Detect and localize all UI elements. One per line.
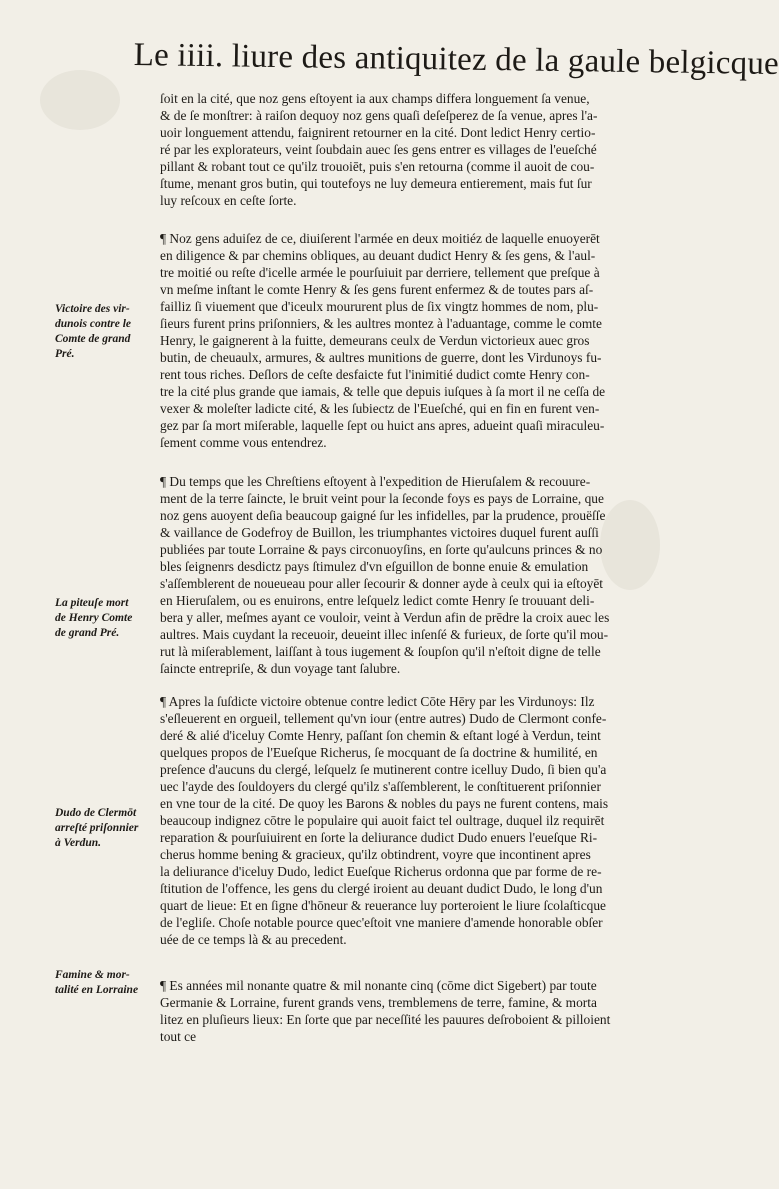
text-line: Henry, le gaignerent à la fuitte, demeurans ceulx de Verdun victorieux auec gros [160, 333, 590, 348]
text-line: tre moitié ou reſte d'icelle armée le pourſuiuit par derriere, tellement que preſque à [160, 265, 600, 280]
text-line: ¶ Apres la ſuſdicte victoire obtenue contre ledict Cōte Hēry par les Virdunoys: Ilz [160, 694, 595, 709]
margin-note [55, 806, 155, 851]
paper-stain [40, 70, 120, 130]
text-line: rut là miſerablement, laiſſant à tous iugement & ſoupſon qu'il n'eſtoit digne de telle [160, 644, 601, 659]
margin-note [55, 968, 155, 998]
text-line: ſtitution de l'offence, les gens du clergé iroient au deuant dudict Dudo, le long d'un [160, 881, 603, 896]
text-line: luy reſcoux en ceſte ſorte. [160, 193, 297, 208]
text-line: reparation & pourſuiuirent en ſorte la deliurance dudict Dudo enuers l'eueſque Ri- [160, 830, 598, 845]
text-line: ſaincte entrepriſe, & dun voyage tant ſalubre. [160, 661, 401, 676]
text-line: tout ce [160, 1029, 197, 1044]
text-line: quart de lieue: Et en ſigne d'hōneur & reuerance luy porteroient le liure ſcolaſticque [160, 898, 606, 913]
text-line: litez en pluſieurs lieux: En ſorte que par neceſſité les pauures deſroboient & pilloient [160, 1012, 611, 1027]
margin-note-line: arreſté priſonnier [55, 822, 139, 834]
text-line: bera y aller, meſmes ayant ce vouloir, veint à Verdun afin de prēdre la croix auec les [160, 610, 610, 625]
margin-note-line: Famine & mor- [55, 969, 130, 981]
margin-note-line: dunois contre le [55, 318, 132, 330]
text-line: s'eſleuerent en orgueil, tellement qu'vn iour (entre autres) Dudo de Clermont confe- [160, 711, 607, 726]
paragraph [160, 230, 680, 451]
text-line: deré & alié d'iceluy Comte Henry, paſſant ſon chemin & eſtant logé à Verdun, teint [160, 728, 601, 743]
paragraph [160, 90, 680, 209]
paragraph [160, 977, 680, 1045]
text-line: ¶ Es années mil nonante quatre & mil nonante cinq (cōme dict Sigebert) par toute [160, 978, 597, 993]
text-line: gez par ſa mort miſerable, laquelle ſept ou huict ans apres, adueint quaſi miraculeu- [160, 418, 605, 433]
margin-note-line: à Verdun. [55, 837, 102, 849]
text-line: pillant & robant tout ce qu'ilz trouoiēt, puis s'en retourna (comme il auoit de cou- [160, 159, 595, 174]
text-line: uée de ce temps là & au precedent. [160, 932, 347, 947]
text-line: ré par les explorateurs, veint ſoubdain auec ſes gens entrer es villages de l'eueſché [160, 142, 597, 157]
text-line: de l'egliſe. Choſe notable pource quec'eſtoit vne maniere d'amende honorable obſer [160, 915, 603, 930]
margin-note-line: Comte de grand [55, 333, 131, 345]
text-line: aultres. Mais cuydant la receuoir, deueint illec inſenſé & furieux, de ſorte qu'il mou- [160, 627, 609, 642]
text-line: failliz ſi viuement que d'iceulx moururent plus de ſix vingtz hommes de nom, plu- [160, 299, 599, 314]
text-line: & de ſe monſtrer: à raiſon dequoy noz gens quaſi deſeſperez de ſa venue, apres l'a- [160, 108, 598, 123]
text-line: preſence d'aucuns du clergé, leſquelz ſe mutinerent contre icelluy Dudo, ſi bien qu'a [160, 762, 607, 777]
text-line: ¶ Du temps que les Chreſtiens eſtoyent à l'expedition de Hieruſalem & recouure- [160, 474, 591, 489]
margin-note [55, 596, 155, 641]
margin-note-line: talité en Lorraine [55, 984, 139, 996]
text-line: bles ſeignenrs desdictz pays ſtimulez d'vn eſguillon de bonne enuie & emulation [160, 559, 589, 574]
text-line: publiées par toute Lorraine & pays circonuoyſins, en ſorte qu'aulcuns princes & no [160, 542, 603, 557]
margin-note-line: de Henry Comte [55, 612, 133, 624]
paragraph [160, 473, 680, 677]
text-line: noz gens auoyent deſia beaucoup gaigné ſur les infidelles, par la prudence, prouëſſe [160, 508, 606, 523]
text-line: ſoit en la cité, que noz gens eſtoyent ia aux champs differa longuement ſa venue, [160, 91, 590, 106]
text-line: beaucoup indignez cōtre le populaire qui auoit faict tel oultrage, duquel ilz requirēt [160, 813, 605, 828]
text-line: ment de la terre ſaincte, le bruit veint pour la ſeconde foys es pays de Lorraine, que [160, 491, 604, 506]
text-line: butin, de cheuaulx, armures, & aultres munitions de guerre, dont les Virdunoys fu- [160, 350, 602, 365]
text-line: ſtume, menant gros butin, qui toutefoys ne luy demeura entierement, mais fut ſur [160, 176, 592, 191]
margin-note-line: de grand Pré. [55, 627, 120, 639]
text-line: ſement comme vous entendrez. [160, 435, 327, 450]
text-line: s'aſſemblerent de noueueau pour aller ſecourir & donner ayde à ceulx qui ia eſtoyēt [160, 576, 604, 591]
text-line: Germanie & Lorraine, furent grands vens, tremblemens de terre, famine, & morta [160, 995, 597, 1010]
text-line: tre la cité plus grande que iamais, & telle que depuis iuſques à ſa mort il ne ceſſa de [160, 384, 606, 399]
text-line: rent tous riches. Deſlors de ceſte desfaicte fut l'inimitié dudict comte Henry con- [160, 367, 590, 382]
text-line: en Hieruſalem, ou es enuirons, entre leſquelz ledict comte Henry ſe trouuant deli- [160, 593, 595, 608]
text-line: en diligence & par chemins obliques, au deuant dudict Henry & ſes gens, & l'aul- [160, 248, 596, 263]
margin-note-line: Dudo de Clermōt [55, 807, 137, 819]
text-line: ¶ Noz gens aduiſez de ce, diuiſerent l'armée en deux moitiéz de laquelle enuoyerēt [160, 231, 600, 246]
text-line: quelques propos de l'Eueſque Richerus, ſe mocquant de ſa doctrine & humilité, en [160, 745, 598, 760]
text-line: uoir longuement attendu, faignirent retourner en la cité. Dont ledict Henry certio- [160, 125, 596, 140]
text-line: cherus homme bening & gracieux, qu'ilz obtindrent, voyre que incontinent apres [160, 847, 591, 862]
text-line: vexer & moleſter ladicte cité, & les ſubiectz de l'Eueſché, qui en fin en furent ven- [160, 401, 600, 416]
text-line: ſieurs furent prins priſonniers, & les aultres montez à l'aduantage, comme le comte [160, 316, 602, 331]
page-header: Le iiii. liure des antiquitez de la gaule belgicque [133, 36, 779, 83]
text-line: la deliurance d'iceluy Dudo, ledict Eueſque Richerus ordonna que par forme de re- [160, 864, 602, 879]
text-line: en vne tour de la cité. De quoy les Barons & nobles du pays ne furent contens, mais [160, 796, 609, 811]
margin-note-line: Pré. [55, 348, 75, 360]
margin-note-line: La piteuſe mort [55, 597, 129, 609]
margin-note-line: Victoire des vir- [55, 303, 130, 315]
paragraph [160, 693, 680, 948]
text-line: uec l'ayde des ſouldoyers du clergé qu'ilz s'aſſemblerent, le conſtituerent priſonnier [160, 779, 601, 794]
margin-note [55, 302, 155, 362]
text-line: vn meſme inſtant le comte Henry & ſes gens furent enfermez & de toutes pars aſ- [160, 282, 594, 297]
text-line: & vaillance de Godefroy de Buillon, les triumphantes victoires duquel furent auſſi [160, 525, 599, 540]
